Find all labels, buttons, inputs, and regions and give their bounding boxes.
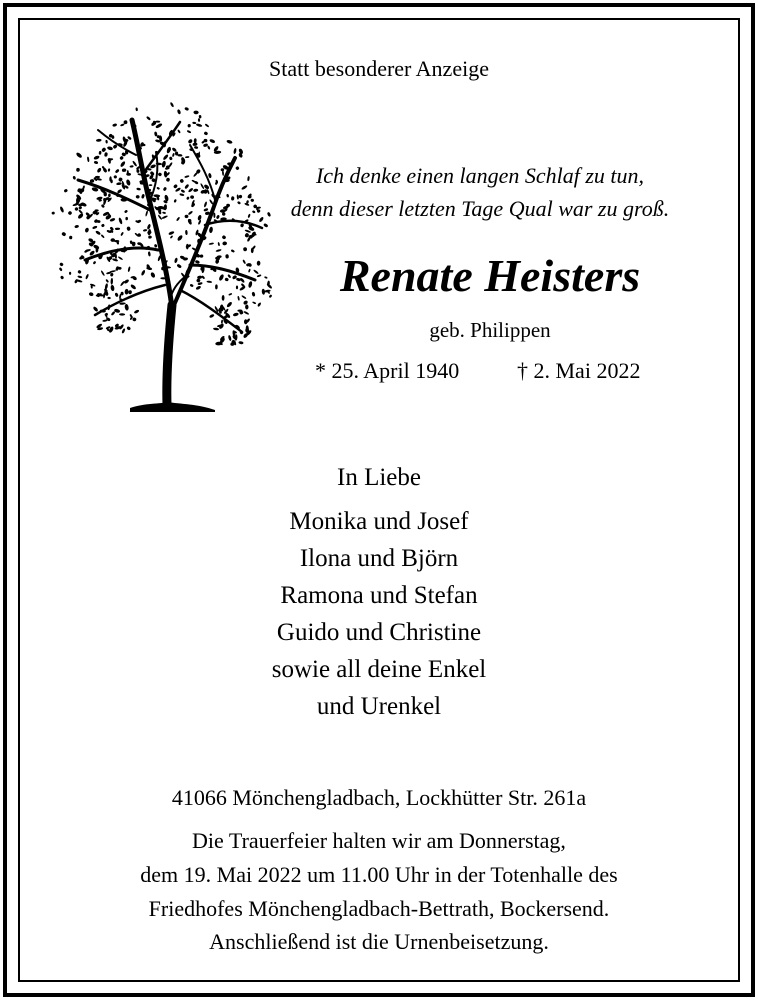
tree-leaf [177,154,182,157]
tree-leaf [76,168,80,172]
funeral-info-line: Anschließend ist die Urnenbeisetzung. [209,929,549,954]
quote-line-2: denn dieser letzten Tage Qual war zu groß. [290,196,670,221]
mourner-name: und Urenkel [316,693,442,720]
tree-leaf [141,194,145,199]
tree-leaf [250,198,254,202]
tree-leaf [77,275,82,278]
tree-leaf [99,151,102,155]
tree-leaf [247,214,250,219]
tree-leaf [213,213,215,218]
tree-leaf [124,304,129,311]
tree-leaf [101,147,107,153]
tree-leaf [215,284,218,289]
tree-leaf [237,201,241,205]
tree-leaf [174,199,177,203]
tree-leaf [221,319,223,323]
tree-leaf [125,217,128,220]
tree-leaf [115,228,120,230]
tree-leaf [88,292,94,297]
tree-leaf [146,116,151,121]
tree-leaf [92,225,98,229]
tree-leaf [170,235,174,239]
tree-leaf [77,270,82,275]
tree-leaf [177,234,184,241]
in-love-label: In Liebe [337,464,421,491]
tree-leaf [209,314,215,319]
tree-leaf [119,156,124,161]
tree-leaf [205,123,210,127]
tree-leaf [96,167,102,173]
tree-leaf [126,226,131,231]
tree-leaf [87,156,90,162]
tree-leaf [129,165,133,168]
tree-leaf [194,138,197,143]
tree-leaf [176,217,180,222]
tree-leaf [209,242,214,245]
tree-leaf [100,270,105,276]
tree-leaf [233,148,237,154]
tree-leaf [136,187,141,190]
tree-leaf [195,260,200,264]
tree-leaf [136,169,139,173]
tree-leaf [78,206,82,210]
tree-leaf [213,327,219,330]
tree-leaf [226,301,233,308]
tree-leaf [122,168,127,172]
tree-leaf [197,215,202,221]
tree-leaf [74,225,79,229]
tree-leaf [94,161,99,165]
tree-leaf [227,274,231,279]
tree-leaf [162,211,166,214]
tree-leaf [135,107,138,111]
mourner-name: Guido und Christine [276,619,482,646]
tree-leaf [188,210,194,215]
tree-leaf [158,214,163,220]
tree-leaf [120,123,125,126]
tree-leaf [198,118,200,122]
tree-leaf [157,172,162,177]
maiden-name: geb. Philippen [429,318,551,342]
tree-leaf [61,231,67,236]
tree-leaf [185,156,190,158]
tree-leaf [236,277,241,281]
tree-leaf [107,297,111,300]
tree-leaf [109,217,115,222]
tree-leaf [206,280,212,283]
funeral-info-line: dem 19. Mai 2022 um 11.00 Uhr in der Totenhalle des [140,862,618,887]
tree-leaf [194,146,198,149]
tree-leaf [108,168,111,172]
tree-leaf [163,187,167,192]
tree-leaf [200,183,205,190]
tree-leaf [147,229,151,236]
tree-leaf [121,328,125,334]
address: 41066 Mönchengladbach, Lockhütter Str. 261a [171,785,587,810]
tree-leaf [184,215,188,219]
tree-leaf [105,140,108,144]
tree-leaf [185,230,188,235]
tree-leaf [77,213,84,220]
tree-leaf [147,224,152,230]
tree-leaf [179,178,184,183]
tree-leaf [126,326,131,331]
tree-leaf [184,184,189,190]
tree-leaf [192,122,196,125]
tree-leaf [233,312,239,317]
tree-leaf [90,283,96,287]
tree-leaf [101,234,105,238]
tree-leaf [196,123,203,127]
tree-icon [30,100,274,418]
tree-leaf [161,215,168,220]
quote-line-1: Ich denke einen langen Schlaf zu tun, [315,163,645,188]
tree-leaf [184,107,189,111]
tree-leaf [235,166,240,171]
tree-leaf [95,230,101,235]
tree-leaf [120,280,125,286]
tree-leaf [166,177,171,182]
tree-leaf [222,295,225,301]
tree-leaf [92,306,98,312]
tree-leaf [136,195,140,199]
tree-leaf [188,124,191,127]
birth-date: * 25. April 1940 [315,358,460,383]
tree-leaf [215,249,221,253]
tree-leaf [132,317,137,322]
mourner-name: Ramona und Stefan [280,582,478,609]
mourner-name: Ilona und Björn [299,545,459,572]
tree-leaf [190,284,194,288]
tree-leaf [74,207,79,212]
tree-leaf [96,139,102,142]
tree-leaf [164,171,168,178]
tree-leaf [110,285,115,292]
tree-leaf [69,272,71,275]
tree-leaf [243,300,249,306]
tree-leaf [248,269,251,273]
tree-leaf [188,187,194,193]
tree-leaf [154,244,158,248]
tree-leaf [226,194,229,198]
tree-leaf [134,309,140,314]
tree-leaf [207,145,211,150]
tree-leaf [59,267,63,271]
tree-leaf [224,277,229,281]
tree-leaf [237,194,240,199]
tree-leaf [124,209,128,213]
tree-leaf [84,227,89,233]
tree-leaf [203,208,208,212]
tree-leaf [222,241,227,245]
tree-leaf [238,195,242,199]
tree-leaf [216,215,220,220]
tree-leaf [112,258,118,262]
tree-leaf [263,223,268,228]
tree-leaf [193,110,198,114]
tree-leaf [107,146,113,151]
tree-leaf [51,211,55,214]
tree-leaf [198,220,202,225]
tree-leaf [60,275,64,280]
tree-leaf [145,210,148,217]
tree-leaf [150,272,156,279]
tree-leaf [209,138,216,143]
tree-leaf [108,193,111,197]
tree-leaf [67,210,72,215]
tree-leaf [203,131,208,136]
tree-leaf [238,341,243,345]
tree-leaf [231,249,235,253]
tree-leaf [225,254,229,258]
tree-leaf [203,201,207,207]
tree-leaf [172,153,175,157]
tree-leaf [75,152,82,159]
tree-leaf [218,242,221,246]
tree-leaf [148,251,151,256]
tree-leaf [243,311,249,316]
tree-leaf [195,285,201,290]
tree-leaf [186,196,190,200]
tree-leaf [141,269,146,276]
tree-leaf [125,289,129,295]
tree-leaf [161,160,166,167]
tree-leaf [118,217,123,224]
tree-leaf [177,129,181,133]
tree-leaf [245,304,248,309]
tree-leaf [169,156,173,160]
tree-leaf [193,189,198,193]
tree-leaf [203,143,208,147]
tree-leaf [72,176,76,180]
tree-leaf [111,311,116,316]
tree-leaf [59,206,64,213]
tree-leaf [69,235,73,239]
deceased-name: Renate Heisters [339,250,641,301]
funeral-info-line: Friedhofes Mönchengladbach-Bettrath, Bockersend. [148,896,610,921]
tree-leaf [241,295,247,299]
tree-leaf [93,155,100,160]
tree-leaf [115,169,120,174]
tree-leaf [94,219,99,224]
tree-leaf [209,226,214,233]
tree-leaf [187,130,192,134]
tree-leaf [130,284,137,290]
tree-leaf [184,175,189,178]
tree-leaf [162,154,169,161]
tree-leaf [199,115,202,119]
tree-leaf [126,179,131,186]
death-date: † 2. Mai 2022 [517,358,641,383]
tree-leaf [170,102,175,108]
tree-leaf [148,235,152,238]
tree-leaf [248,281,253,288]
tree-leaf [197,275,202,279]
tree-leaf [93,261,97,265]
tree-leaf [244,319,248,324]
tree-leaf [168,231,175,236]
tree-leaf [96,196,103,200]
tree-leaf [228,293,232,296]
tree-leaf [104,152,108,157]
tree-leaf [238,148,244,155]
tree-leaf [114,292,118,297]
tree-leaf [174,257,178,263]
tree-leaf [190,195,194,199]
tree-leaf [176,264,182,269]
tree-leaf [101,223,105,227]
tree-leaf [228,335,232,341]
tree-leaf [240,223,244,228]
tree-leaf [208,173,212,179]
tree-leaf [116,182,122,185]
notice-header: Statt besonderer Anzeige [269,56,489,81]
tree-leaf [127,266,130,272]
funeral-info-line: Die Trauerfeier halten wir am Donnerstag, [192,828,566,853]
tree-leaf [231,196,235,201]
tree-leaf [59,262,64,267]
tree-leaf [128,290,132,295]
tree-leaf [221,235,226,240]
tree-leaf [120,161,126,168]
tree-leaf [85,274,89,280]
tree-leaf [110,278,113,285]
tree-leaf [247,176,250,181]
mourner-name: Monika und Josef [289,508,469,535]
tree-leaf [113,175,117,179]
tree-leaf [180,189,185,193]
tree-leaf [222,212,226,216]
tree-leaf [236,286,238,290]
tree-leaf [242,259,246,264]
tree-leaf [187,138,193,144]
tree-leaf [105,279,109,283]
tree-leaf [243,247,247,251]
tree-leaf [119,313,125,316]
tree-leaf [241,185,248,191]
tree-leaf [149,184,153,186]
tree-leaf [78,209,83,214]
tree-leaf [173,184,178,189]
tree-leaf [156,187,160,190]
tree-leaf [179,193,184,196]
tree-leaf [80,202,87,208]
tree-leaf [197,282,202,286]
tree-leaf [120,232,124,237]
tree-leaf [118,256,124,261]
tree-leaf [226,139,233,144]
tree-leaf [143,229,148,232]
tree-leaf [155,121,160,123]
tree-leaf [112,123,117,127]
tree-leaf [63,189,68,193]
tree-leaf [237,296,240,301]
tree-leaf [218,274,224,282]
mourner-name: sowie all deine Enkel [271,656,487,683]
tree-leaf [177,109,182,115]
